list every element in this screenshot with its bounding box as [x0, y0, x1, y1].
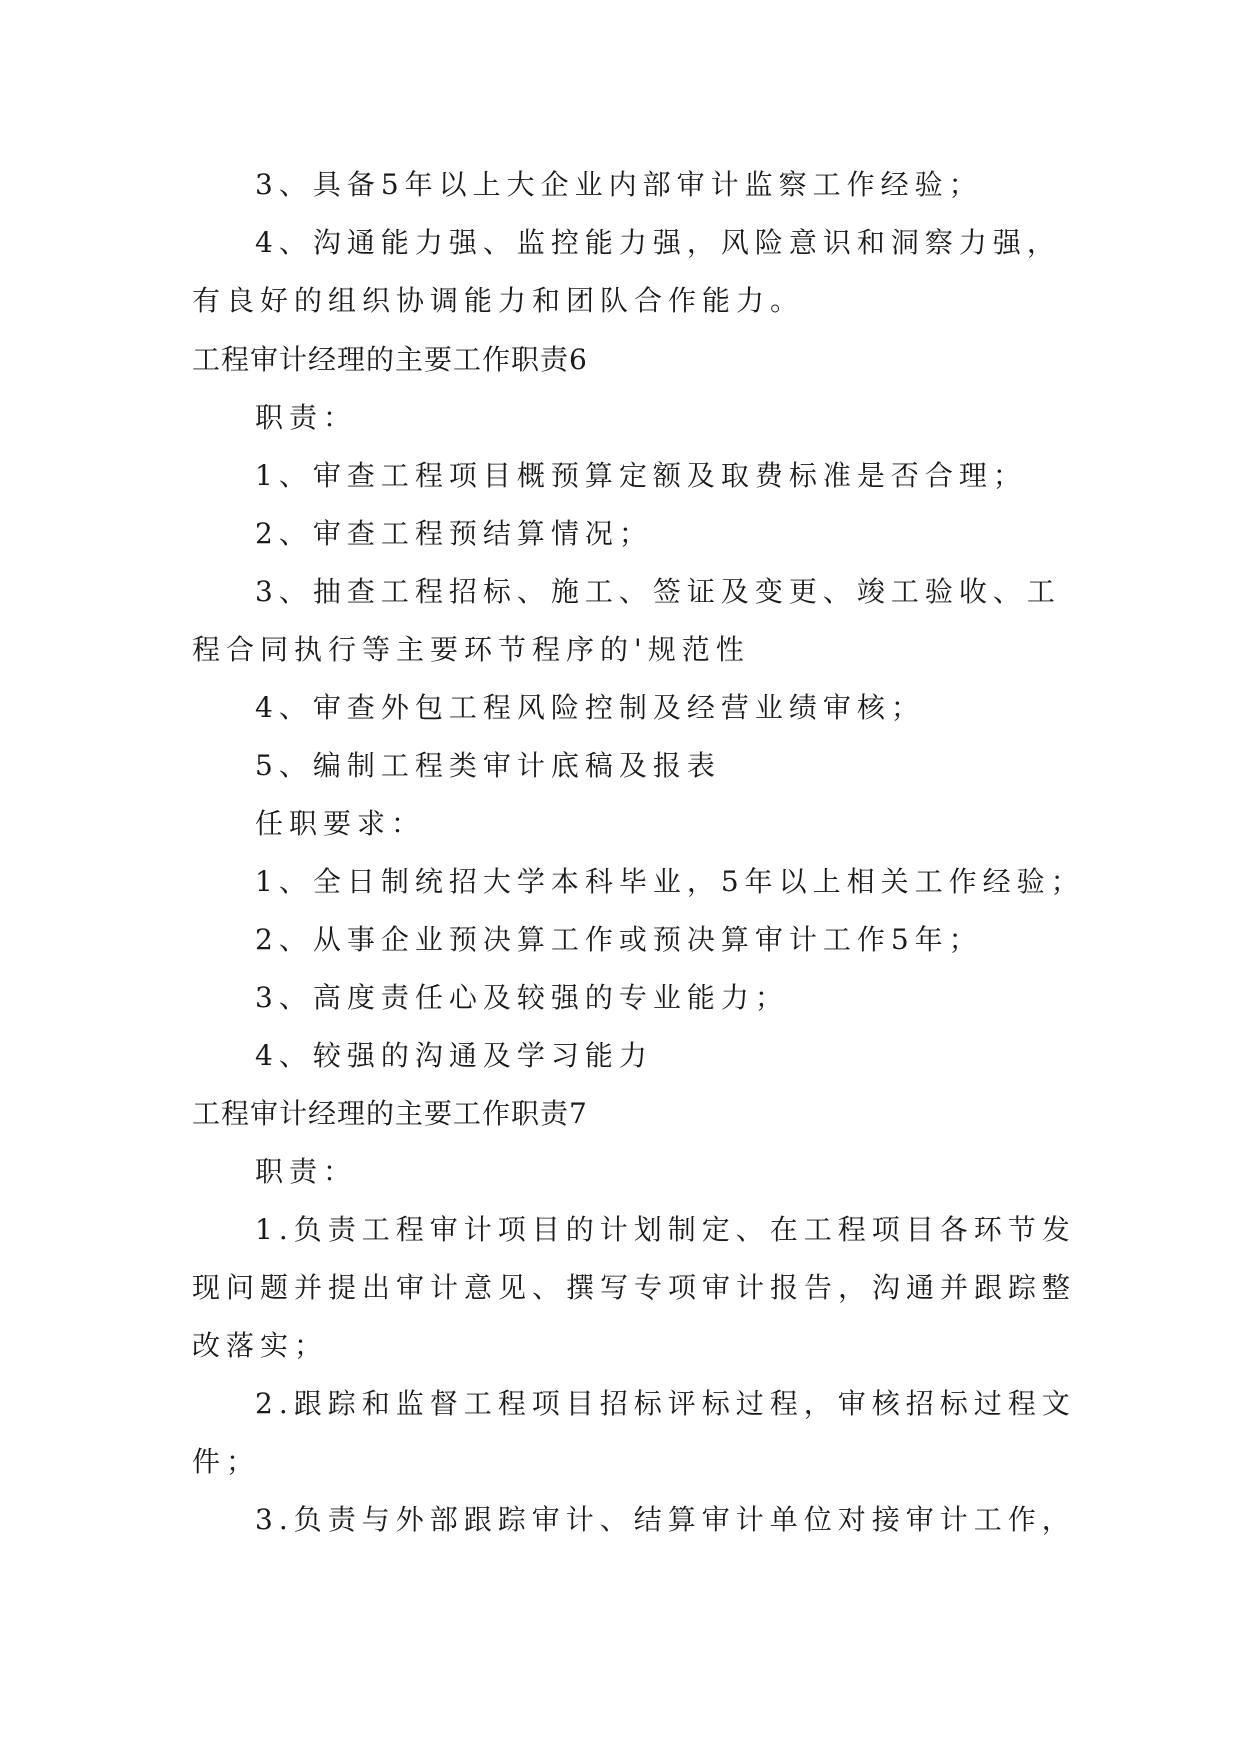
paragraph-line: 3、高度责任心及较强的专业能力； — [255, 981, 789, 1014]
paragraph-line: 4、较强的沟通及学习能力 — [255, 1039, 653, 1072]
paragraph-line: 5、编制工程类审计底稿及报表 — [255, 749, 721, 782]
paragraph-line: 现问题并提出审计意见、撰写专项审计报告，沟通并跟踪整 — [192, 1271, 1077, 1304]
paragraph-line: 3、抽查工程招标、施工、签证及变更、竣工验收、工 — [255, 575, 1061, 608]
paragraph-line: 3、具备5年以上大企业内部审计监察工作经验； — [255, 168, 983, 201]
paragraph-line: 1、全日制统招大学本科毕业，5年以上相关工作经验； — [255, 865, 1085, 898]
paragraph-line: 1.负责工程审计项目的计划制定、在工程项目各环节发 — [255, 1213, 1076, 1246]
paragraph-line: 有良好的组织协调能力和团队合作能力。 — [192, 284, 805, 317]
paragraph-line: 2、审查工程预结算情况； — [255, 517, 653, 550]
paragraph-line: 1、审查工程项目概预算定额及取费标准是否合理； — [255, 459, 1027, 492]
paragraph-line: 任职要求： — [255, 807, 426, 840]
paragraph-line: 4、沟通能力强、监控能力强，风险意识和洞察力强， — [255, 226, 1061, 259]
section-heading: 工程审计经理的主要工作职责7 — [192, 1097, 588, 1130]
paragraph-line: 2、从事企业预决算工作或预决算审计工作5年； — [255, 923, 983, 956]
section-heading: 工程审计经理的主要工作职责6 — [192, 343, 588, 376]
paragraph-line: 职责： — [255, 401, 358, 434]
paragraph-line: 2.跟踪和监督工程项目招标评标过程，审核招标过程文 — [255, 1387, 1076, 1420]
paragraph-line: 改落实； — [192, 1329, 329, 1362]
paragraph-line: 件； — [192, 1445, 261, 1478]
paragraph-line: 程合同执行等主要环节程序的'规范性 — [192, 633, 750, 666]
paragraph-line: 3.负责与外部跟踪审计、结算审计单位对接审计工作， — [255, 1503, 1076, 1536]
paragraph-line: 4、审查外包工程风险控制及经营业绩审核； — [255, 691, 925, 724]
paragraph-line: 职责： — [255, 1155, 358, 1188]
